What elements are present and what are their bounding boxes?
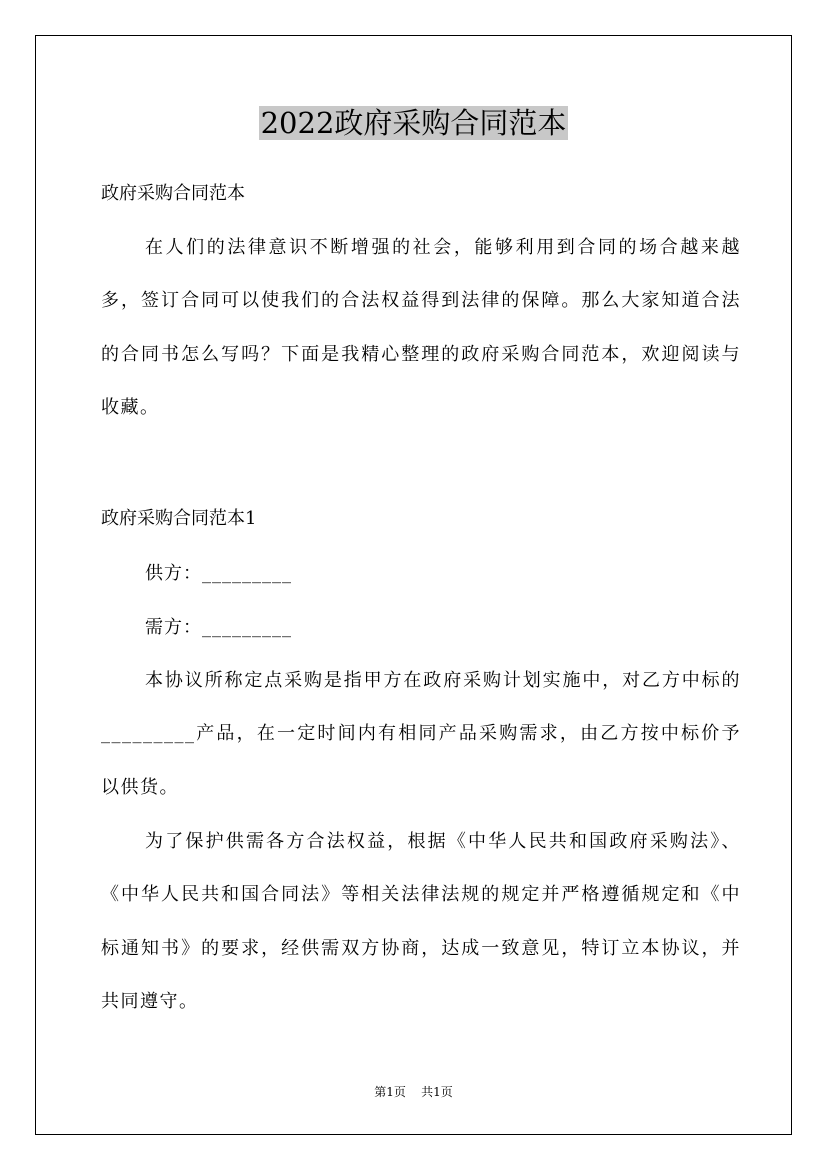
page-number: 第1页: [374, 1085, 406, 1099]
document-title: [0, 103, 827, 143]
intro-heading: 政府采购合同范本: [101, 183, 245, 204]
page-total: 共1页: [421, 1085, 453, 1099]
document-title-text: 2022政府采购合同范本: [260, 106, 567, 140]
definition-paragraph: 本协议所称定点采购是指甲方在政府采购计划实施中，对乙方中标的_________产品，在一定时间内有相同产品采购需求，由乙方按中标价予以供货。: [101, 670, 741, 798]
intro-paragraph: 在人们的法律意识不断增强的社会，能够利用到合同的场合越来越多，签订合同可以使我们的合法权益得到法律的保障。那么大家知道合法的合同书怎么写吗？下面是我精心整理的政府采购合同范本，欢迎阅读与收藏。: [101, 237, 741, 418]
legal-basis-paragraph: 为了保护供需各方合法权益，根据《中华人民共和国政府采购法》、《中华人民共和国合同法》等相关法律法规的规定并严格遵循规定和《中标通知书》的要求，经供需双方协商，达成一致意见，特订立本协议，并共同遵守。: [101, 831, 741, 1012]
page-footer: [0, 1084, 827, 1100]
section-1-heading: 政府采购合同范本1: [101, 508, 257, 529]
buyer-line: 需方：_________: [145, 617, 292, 638]
supplier-line: 供方：_________: [145, 563, 292, 584]
